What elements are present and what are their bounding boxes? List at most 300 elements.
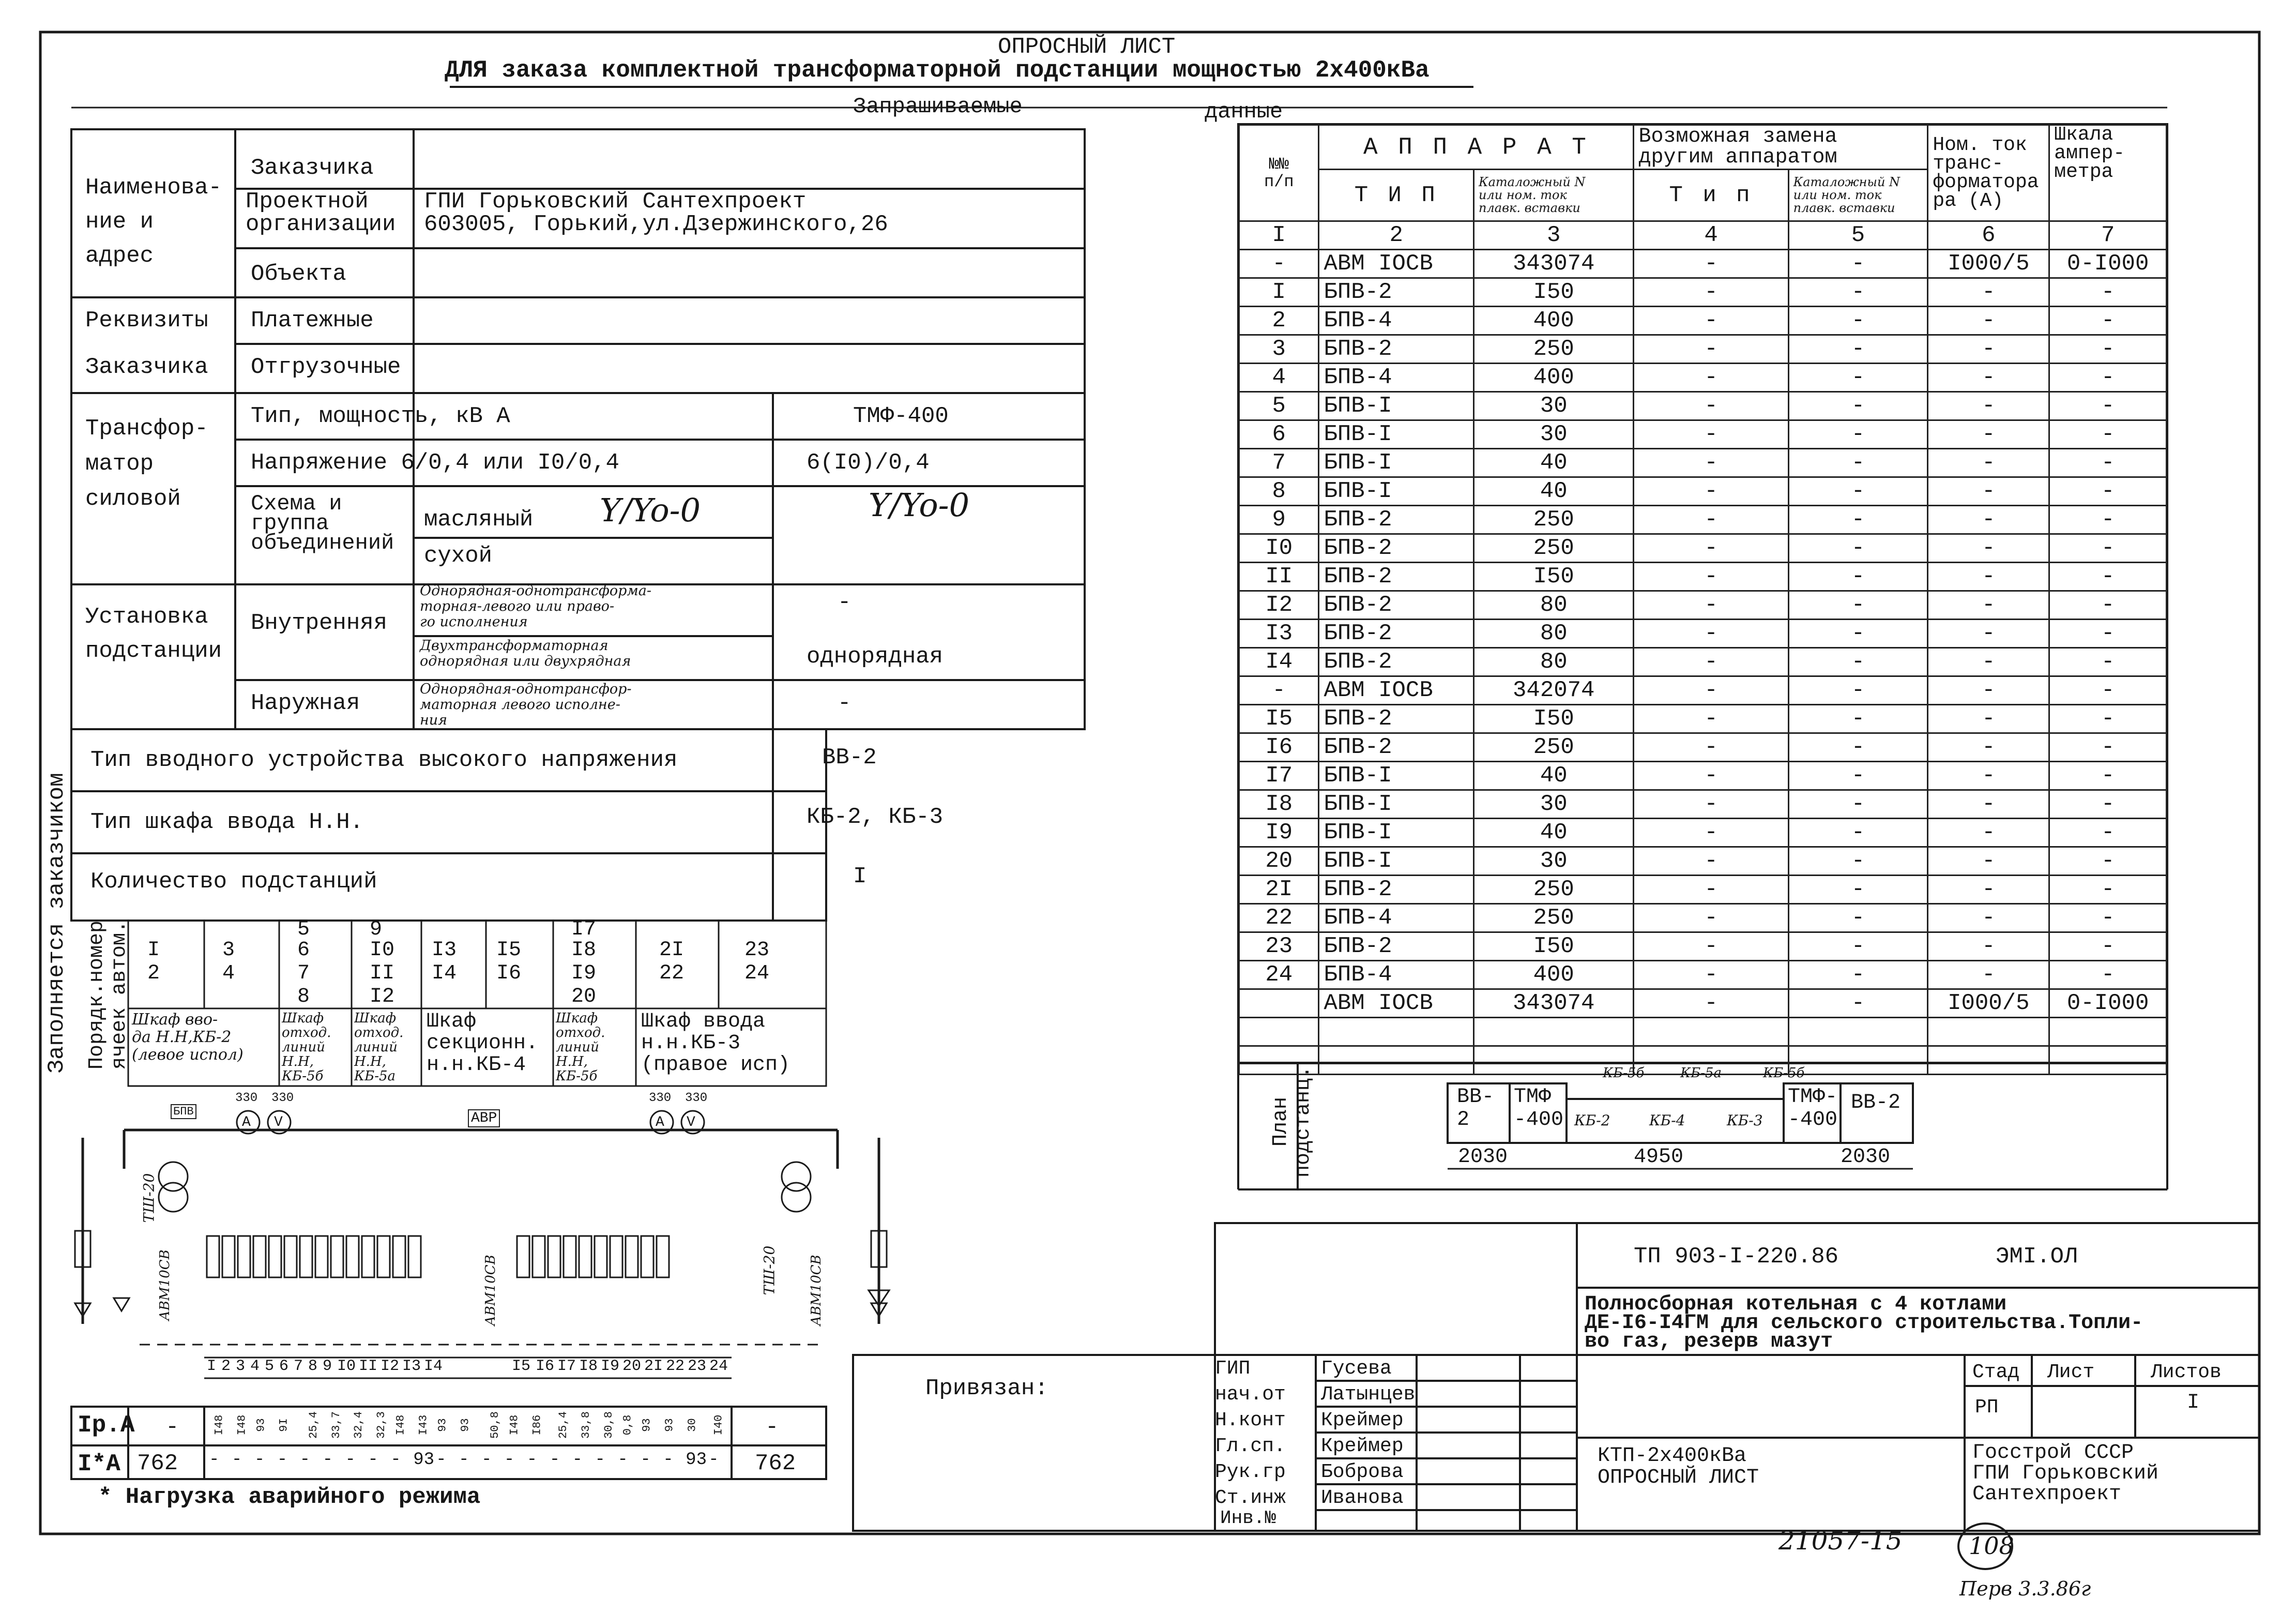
oil-scheme-value: Y/Yo-0 (869, 486, 970, 524)
sheet-label: Лист (2047, 1361, 2095, 1383)
equipment-row (1239, 762, 2167, 790)
equipment-cell: АВМ IОСВ (1319, 989, 1474, 1018)
equipment-row (1239, 819, 2167, 847)
cell-number: 7 (297, 962, 310, 985)
strip-number: 9 (323, 1358, 332, 1375)
current-value: 30,8 (602, 1411, 615, 1439)
equipment-cell: БПВ-4 (1319, 904, 1474, 932)
nominal-current-header: Ном. ток транс- форматора ра (А) (1928, 125, 2049, 221)
sheets-value: I (2187, 1391, 2200, 1414)
right-current-transformer-label: ТШ-20 (761, 1245, 778, 1295)
equipment-cell: АВМ IОСВ (1319, 250, 1474, 278)
page-number: 108 (1969, 1532, 2014, 1560)
signature-role: Рук.гр (1215, 1461, 1286, 1483)
cell-number: I0 (370, 939, 395, 962)
equipment-cell: - (2049, 847, 2167, 876)
equipment-cell: 4 (1239, 364, 1319, 392)
equipment-cell: - (2049, 591, 2167, 620)
equipment-cell: - (1928, 676, 2049, 705)
strip-number: 5 (265, 1358, 275, 1375)
equipment-cell: - (1634, 449, 1788, 477)
meter-number: 330 (649, 1091, 672, 1105)
equipment-cell: - (1788, 904, 1928, 932)
strip-number: I6 (536, 1358, 555, 1375)
hv-device-value: ВВ-2 (822, 745, 877, 771)
equipment-cell: 30 (1474, 420, 1634, 449)
signature-role: нач.от (1215, 1383, 1286, 1406)
type-power-label: Тип, мощность, кВ А (251, 403, 510, 429)
current-value: - (231, 1450, 242, 1470)
equipment-cell: - (1634, 278, 1788, 307)
ip-label: Iр.А (78, 1412, 135, 1439)
current-value: I48 (212, 1414, 226, 1436)
equipment-cell: 22 (1239, 904, 1319, 932)
equipment-cell: 40 (1474, 449, 1634, 477)
equipment-cell: I000/5 (1928, 250, 2049, 278)
current-value: - (277, 1450, 288, 1470)
equipment-cell: - (2049, 961, 2167, 989)
equipment-cell: - (1928, 648, 2049, 676)
equipment-cell: - (2049, 648, 2167, 676)
equipment-cell: БПВ-4 (1319, 364, 1474, 392)
cell-number: 23 (744, 939, 770, 962)
current-value: 9I (277, 1418, 291, 1432)
cell-number: 9 (370, 918, 383, 941)
equipment-cell: - (2049, 762, 2167, 790)
title-line1: ОПРОСНЫЙ ЛИСТ (998, 34, 1176, 60)
cabinet-name: Шкаф вво- да Н.Н,КБ-2 (левое испол) (132, 1011, 244, 1064)
equipment-cell: БПВ-2 (1319, 534, 1474, 563)
equipment-cell: 250 (1474, 534, 1634, 563)
inner-option-1-value: - (838, 590, 852, 615)
equipment-row (1239, 563, 2167, 591)
equipment-cell: - (1788, 876, 1928, 904)
equipment-cell: - (1634, 250, 1788, 278)
signature-role: Н.конт (1215, 1409, 1286, 1431)
equipment-cell: - (2049, 932, 2167, 961)
cell-number: 20 (571, 985, 597, 1008)
strip-number: I9 (601, 1358, 620, 1375)
equipment-row (1239, 534, 2167, 563)
section-breaker-label: АВМ10СВ (482, 1255, 498, 1326)
signature-name: Иванова (1321, 1487, 1404, 1509)
equipment-cell: - (1788, 506, 1928, 534)
bound-label: Привязан: (925, 1376, 1048, 1401)
equipment-cell: 342074 (1474, 676, 1634, 705)
equipment-cell: - (1788, 705, 1928, 733)
sheet-code: ЭМI.ОЛ (1996, 1244, 2078, 1270)
equipment-cell: I5 (1239, 705, 1319, 733)
strip-number: 7 (294, 1358, 303, 1375)
ia-left-value: 762 (137, 1451, 178, 1476)
equipment-table (1238, 124, 2167, 1075)
ammeter-icon: А (242, 1114, 251, 1130)
current-value: - (708, 1450, 719, 1470)
cabinet-name: Шкаф отход. линий Н.Н, КБ-5б (556, 1011, 605, 1084)
meter-number: 330 (235, 1091, 258, 1105)
equipment-cell: - (2049, 790, 2167, 819)
equipment-cell: - (1928, 591, 2049, 620)
equipment-cell: БПВ-2 (1319, 278, 1474, 307)
current-value: 93 (413, 1450, 435, 1470)
ia-values-strip (207, 1448, 729, 1476)
signature-name: Креймер (1321, 1435, 1404, 1457)
equipment-cell: II (1239, 563, 1319, 591)
cell-number: 8 (297, 985, 310, 1008)
lv-cabinet-label: Тип шкафа ввода Н.Н. (90, 809, 364, 835)
equipment-cell: 40 (1474, 762, 1634, 790)
left-current-transformer-label: ТШ-20 (140, 1173, 158, 1223)
equipment-cell: - (1634, 591, 1788, 620)
equipment-cell: БПВ-2 (1319, 335, 1474, 364)
equipment-row (1239, 449, 2167, 477)
index-row (1239, 221, 2167, 250)
plan-top-label: КБ-5б (1603, 1065, 1645, 1081)
project-name: Полносборная котельная с 4 котлами ДЕ-I6-I4ГМ для сельского строительства.Топли- во газ, резерв мазут (1585, 1293, 2143, 1353)
strip-number: I8 (579, 1358, 598, 1375)
count-label: Количество подстанций (90, 869, 377, 895)
equipment-cell: - (1634, 847, 1788, 876)
stage-value: РП (1975, 1396, 1999, 1419)
current-value: - (504, 1450, 515, 1470)
equipment-cell: - (1788, 563, 1928, 591)
current-value: - (345, 1450, 356, 1470)
equipment-cell: I (1239, 278, 1319, 307)
equipment-cell: БПВ-2 (1319, 591, 1474, 620)
equipment-cell: - (1634, 392, 1788, 420)
current-value: - (299, 1450, 311, 1470)
cell-number: 2I (659, 939, 685, 962)
equipment-cell: I50 (1474, 705, 1634, 733)
strip-number: 23 (688, 1358, 707, 1375)
equipment-cell: - (1788, 449, 1928, 477)
cell-number: 24 (744, 962, 770, 985)
strip-number: 2 (221, 1358, 231, 1375)
equipment-cell: - (1928, 790, 2049, 819)
cabinet-name: Шкаф отход. линий Н.Н, КБ-5а (354, 1011, 404, 1084)
type-header: Т И П (1319, 170, 1474, 221)
equipment-cell: - (1634, 420, 1788, 449)
equipment-cell: I7 (1239, 762, 1319, 790)
customer-requisites-label: Заказчика (85, 354, 208, 380)
current-value: 93 (641, 1418, 654, 1432)
equipment-cell: - (1788, 420, 1928, 449)
signature-name: Боброва (1321, 1461, 1404, 1483)
equipment-cell: 2I (1239, 876, 1319, 904)
equipment-cell: 400 (1474, 364, 1634, 392)
equipment-cell: - (1634, 307, 1788, 335)
equipment-cell: - (1928, 506, 2049, 534)
equipment-cell: - (1634, 364, 1788, 392)
equipment-row (1239, 364, 2167, 392)
inner-label: Внутренняя (251, 610, 388, 636)
equipment-row (1239, 335, 2167, 364)
equipment-cell: 30 (1474, 392, 1634, 420)
index-cell: I (1239, 221, 1319, 250)
strip-number: I2 (381, 1358, 400, 1375)
equipment-cell: - (1788, 392, 1928, 420)
equipment-cell: - (1928, 762, 2049, 790)
meter-number: 330 (271, 1091, 294, 1105)
current-value: - (549, 1450, 560, 1470)
equipment-cell: - (2049, 477, 2167, 506)
equipment-cell: - (2049, 676, 2167, 705)
equipment-cell: I50 (1474, 563, 1634, 591)
ia-label: I*А (78, 1451, 120, 1478)
current-value: I86 (530, 1414, 544, 1436)
equipment-cell: 80 (1474, 648, 1634, 676)
equipment-cell: БПВ-I (1319, 790, 1474, 819)
voltage-value: 6(I0)/0,4 (807, 450, 930, 476)
equipment-cell: 250 (1474, 876, 1634, 904)
ammeter-scale-header: Шкала ампер- метра (2049, 125, 2167, 221)
signature-name: Гусева (1321, 1358, 1392, 1380)
plan-box: КБ-3 (1727, 1112, 1763, 1129)
cell-number: I7 (571, 918, 597, 941)
document-code: ТП 903-I-220.86 (1634, 1244, 1839, 1270)
equipment-cell: - (2049, 620, 2167, 648)
equipment-cell: 24 (1239, 961, 1319, 989)
equipment-row (1239, 790, 2167, 819)
equipment-row (1239, 477, 2167, 506)
outer-value: - (838, 690, 852, 716)
current-value: 30 (686, 1418, 699, 1432)
equipment-row (1239, 278, 2167, 307)
strip-number: 6 (279, 1358, 289, 1375)
equipment-cell (1239, 989, 1319, 1018)
current-value: - (617, 1450, 628, 1470)
index-cell: 3 (1474, 221, 1634, 250)
requisites-label: Реквизиты (85, 308, 208, 334)
equipment-cell: 80 (1474, 620, 1634, 648)
equipment-cell: - (1634, 904, 1788, 932)
current-value: - (390, 1450, 401, 1470)
equipment-cell: - (1788, 733, 1928, 762)
equipment-cell: 0-I000 (2049, 989, 2167, 1018)
data-label: данные (1205, 99, 1283, 124)
strip-number: I7 (557, 1358, 576, 1375)
index-cell: 5 (1788, 221, 1928, 250)
equipment-cell: БПВ-I (1319, 420, 1474, 449)
design-org-label: Проектной организации (246, 189, 396, 237)
equipment-cell: - (1788, 335, 1928, 364)
equipment-cell: - (1788, 762, 1928, 790)
equipment-row (1239, 876, 2167, 904)
equipment-cell: - (1634, 705, 1788, 733)
equipment-cell: - (1928, 819, 2049, 847)
strip-number: II (359, 1358, 378, 1375)
requested-label: Запрашиваемые (853, 94, 1023, 119)
equipment-cell: 400 (1474, 307, 1634, 335)
current-value: - (459, 1450, 469, 1470)
equipment-cell: - (1788, 307, 1928, 335)
cell-number: I8 (571, 939, 597, 962)
equipment-row (1239, 506, 2167, 534)
equipment-cell: - (1788, 477, 1928, 506)
equipment-cell: - (1634, 676, 1788, 705)
equipment-cell: 40 (1474, 477, 1634, 506)
equipment-cell: - (1928, 420, 2049, 449)
equipment-cell: БПВ-I (1319, 392, 1474, 420)
equipment-cell: БПВ-2 (1319, 876, 1474, 904)
equipment-row (1239, 591, 2167, 620)
plan-box: КБ-4 (1649, 1112, 1685, 1129)
equipment-cell: - (1788, 250, 1928, 278)
ip-values-strip (207, 1409, 729, 1443)
equipment-cell: 6 (1239, 420, 1319, 449)
hv-device-label: Тип вводного устройства высокого напряжения (90, 747, 678, 773)
current-value: - (322, 1450, 333, 1470)
equipment-row (1239, 989, 2167, 1018)
strip-number: I5 (512, 1358, 531, 1375)
lv-cabinet-value: КБ-2, КБ-3 (807, 804, 944, 830)
current-value: I48 (235, 1414, 249, 1436)
current-value: 93 (686, 1450, 707, 1470)
strip-number: 2I (644, 1358, 663, 1375)
replacement-header: Возможная замена другим аппаратом (1634, 125, 1928, 170)
equipment-cell: - (2049, 307, 2167, 335)
equipment-cell: - (2049, 733, 2167, 762)
apparatus-header: А П П А Р А Т (1319, 125, 1634, 170)
equipment-cell: - (1928, 620, 2049, 648)
equipment-cell: БПВ-2 (1319, 648, 1474, 676)
strip-number: 4 (250, 1358, 260, 1375)
equipment-cell: I4 (1239, 648, 1319, 676)
equipment-cell: I9 (1239, 819, 1319, 847)
equipment-cell: - (2049, 449, 2167, 477)
equipment-cell: - (1788, 648, 1928, 676)
cell-number: I3 (432, 939, 457, 962)
plan-dimension: 2030 (1458, 1145, 1508, 1169)
equipment-cell: - (1788, 676, 1928, 705)
current-value: 0,8 (621, 1414, 634, 1436)
current-value: 33,7 (329, 1411, 343, 1439)
current-value: 25,4 (307, 1411, 320, 1439)
equipment-cell: I8 (1239, 790, 1319, 819)
equipment-row (1239, 250, 2167, 278)
strip-number: 24 (709, 1358, 728, 1375)
cabinet-name: Шкаф отход. линий Н.Н, КБ-5б (282, 1011, 331, 1084)
equipment-cell: - (2049, 534, 2167, 563)
cell-number: 3 (222, 939, 235, 962)
archive-number: 21057-15 (1778, 1526, 1903, 1556)
equipment-cell: 343074 (1474, 250, 1634, 278)
equipment-cell: - (2049, 876, 2167, 904)
equipment-cell: - (1634, 534, 1788, 563)
col-number-header: №№ п/п (1239, 125, 1319, 221)
equipment-cell: - (1928, 904, 2049, 932)
fuse-label: БПВ (171, 1104, 196, 1119)
design-org-value: ГПИ Горьковский Сантехпроект 603005, Горький,ул.Дзержинского,26 (424, 189, 888, 237)
cell-number: I4 (432, 962, 457, 985)
cell-number: I9 (571, 962, 597, 985)
cell-number: II (370, 962, 395, 985)
equipment-cell: 2 (1239, 307, 1319, 335)
equipment-row (1239, 705, 2167, 733)
current-value: - (209, 1450, 220, 1470)
equipment-row (1239, 904, 2167, 932)
right-breaker-label: АВМ10СВ (808, 1255, 824, 1326)
current-value: - (663, 1450, 674, 1470)
plan-top-label: КБ-5а (1680, 1065, 1722, 1081)
outer-label: Наружная (251, 690, 360, 716)
equipment-cell: I50 (1474, 932, 1634, 961)
equipment-cell: - (1788, 961, 1928, 989)
equipment-cell: - (2049, 819, 2167, 847)
current-value: - (640, 1450, 651, 1470)
current-value: I48 (508, 1414, 521, 1436)
equipment-cell: - (1788, 534, 1928, 563)
sheets-label: Листов (2151, 1361, 2222, 1383)
index-cell: 7 (2049, 221, 2167, 250)
oil-scheme-handwritten: Y/Yo-0 (600, 491, 701, 529)
equipment-row (1239, 676, 2167, 705)
equipment-cell: - (1634, 961, 1788, 989)
strip-number: 8 (308, 1358, 318, 1375)
equipment-cell: - (2049, 278, 2167, 307)
scheme-label: Схема и группа объединений (251, 491, 394, 555)
outer-option: Однорядная-однотрансфор- маторная левого исполне- ния (420, 681, 632, 728)
equipment-cell: 30 (1474, 847, 1634, 876)
replacement-catalog-header: Каталожный N или ном. ток плавк. вставки (1788, 170, 1928, 221)
strip-number: 3 (236, 1358, 246, 1375)
equipment-row (1239, 392, 2167, 420)
name-address-label: Наименова- ние и адрес (85, 175, 222, 269)
equipment-cell: - (2049, 904, 2167, 932)
equipment-cell: - (1634, 790, 1788, 819)
equipment-cell: - (1634, 335, 1788, 364)
equipment-cell: - (1788, 932, 1928, 961)
signature-role: Гл.сп. (1215, 1435, 1286, 1457)
order-number-label: Порядк.номер ячеек автом. (85, 920, 131, 1070)
equipment-cell: I0 (1239, 534, 1319, 563)
shipping-label: Отгрузочные (251, 354, 401, 380)
current-value: 93 (254, 1418, 268, 1432)
equipment-cell: БПВ-I (1319, 819, 1474, 847)
equipment-cell: 250 (1474, 335, 1634, 364)
equipment-cell: - (1634, 648, 1788, 676)
cell-number: 4 (222, 962, 235, 985)
strip-number: 20 (622, 1358, 642, 1375)
equipment-cell: - (1634, 733, 1788, 762)
equipment-cell: I50 (1474, 278, 1634, 307)
plan-top-label: КБ-5б (1763, 1065, 1805, 1081)
equipment-cell: - (1928, 449, 2049, 477)
equipment-cell: - (2049, 392, 2167, 420)
document-name: КТП-2х400кВа ОПРОСНЫЙ ЛИСТ (1598, 1444, 1759, 1489)
dry-label: сухой (424, 543, 493, 569)
equipment-cell: 250 (1474, 733, 1634, 762)
equipment-cell: - (1928, 278, 2049, 307)
title-line2: ДЛЯ заказа комплектной трансформаторной подстанции мощностью 2х400кВа (445, 57, 1430, 84)
plan-box: ВВ- 2 (1457, 1086, 1495, 1132)
inventory-label: Инв.№ (1220, 1508, 1276, 1529)
cell-number: 22 (659, 962, 685, 985)
equipment-cell: БПВ-I (1319, 477, 1474, 506)
cell-number: I5 (496, 939, 522, 962)
stage-label: Стад (1972, 1361, 2020, 1383)
current-value: 32,4 (352, 1411, 366, 1439)
current-value: - (368, 1450, 378, 1470)
current-value: 33,8 (579, 1411, 592, 1439)
replacement-type-header: Т и п (1634, 170, 1788, 221)
cabinet-name: Шкаф ввода н.н.КБ-3 (правое исп) (641, 1010, 790, 1077)
equipment-cell: - (1928, 364, 2049, 392)
signature-role: ГИП (1215, 1358, 1251, 1380)
equipment-cell: - (1788, 790, 1928, 819)
equipment-cell: - (1928, 563, 2049, 591)
equipment-row (1239, 932, 2167, 961)
